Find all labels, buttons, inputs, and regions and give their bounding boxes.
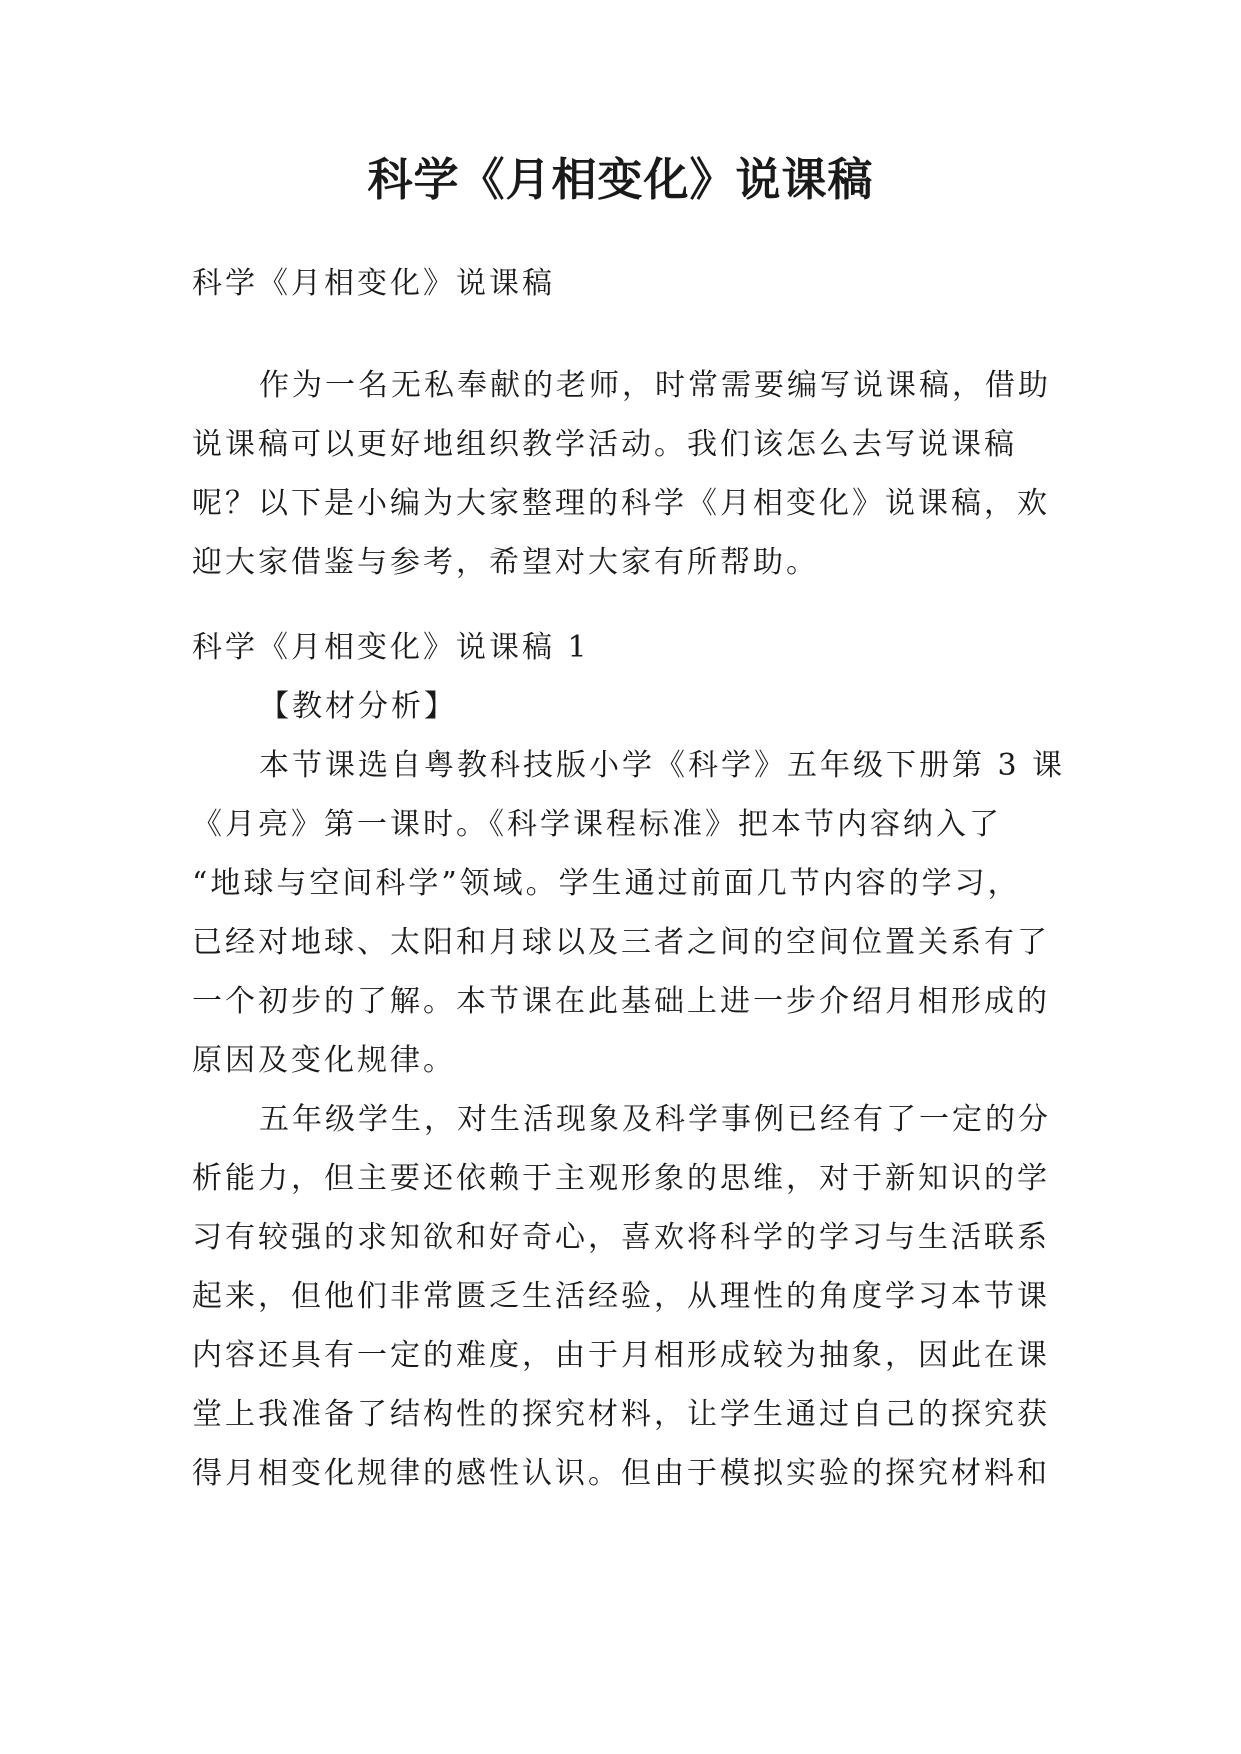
- paragraph2-line: 析能力，但主要还依赖于主观形象的思维，对于新知识的学: [192, 1161, 1050, 1196]
- paragraph1-line: 一个初步的了解。本节课在此基础上进一步介绍月相形成的: [192, 984, 1050, 1019]
- paragraph1-line: 已经对地球、太阳和月球以及三者之间的空间位置关系有了: [192, 925, 1050, 960]
- document-subtitle: 科学《月相变化》说课稿: [192, 266, 555, 301]
- intro-line: 迎大家借鉴与参考，希望对大家有所帮助。: [192, 545, 819, 580]
- document-title: 科学《月相变化》说课稿: [367, 153, 874, 206]
- paragraph2-line: 堂上我准备了结构性的探究材料，让学生通过自己的探究获: [192, 1397, 1050, 1432]
- intro-line: 呢？以下是小编为大家整理的科学《月相变化》说课稿，欢: [192, 486, 1050, 521]
- sub-heading: 【教材分析】: [259, 689, 457, 724]
- section-block: [192, 618, 1072, 1503]
- section-heading: 科学《月相变化》说课稿 1: [192, 630, 590, 665]
- paragraph2-line: 起来，但他们非常匮乏生活经验，从理性的角度学习本节课: [192, 1279, 1050, 1314]
- intro-paragraph: [192, 356, 1072, 592]
- paragraph1-line: 《月亮》第一课时。《科学课程标准》把本节内容纳入了: [192, 807, 1002, 842]
- intro-line: 作为一名无私奉献的老师，时常需要编写说课稿，借助: [259, 368, 1051, 403]
- paragraph1-line: “地球与空间科学”领域。学生通过前面几节内容的学习，: [192, 866, 1021, 901]
- paragraph2-line: 五年级学生，对生活现象及科学事例已经有了一定的分: [259, 1102, 1051, 1137]
- paragraph2-line: 习有较强的求知欲和好奇心，喜欢将科学的学习与生活联系: [192, 1220, 1050, 1255]
- subtitle-block: [192, 254, 1072, 313]
- paragraph1-line: 原因及变化规律。: [192, 1043, 456, 1078]
- paragraph2-line: 内容还具有一定的难度，由于月相形成较为抽象，因此在课: [192, 1338, 1050, 1373]
- paragraph2-line: 得月相变化规律的感性认识。但由于模拟实验的探究材料和: [192, 1456, 1050, 1491]
- intro-line: 说课稿可以更好地组织教学活动。我们该怎么去写说课稿: [192, 427, 1017, 462]
- paragraph1-line: 本节课选自粤教科技版小学《科学》五年级下册第 3 课: [259, 748, 1066, 783]
